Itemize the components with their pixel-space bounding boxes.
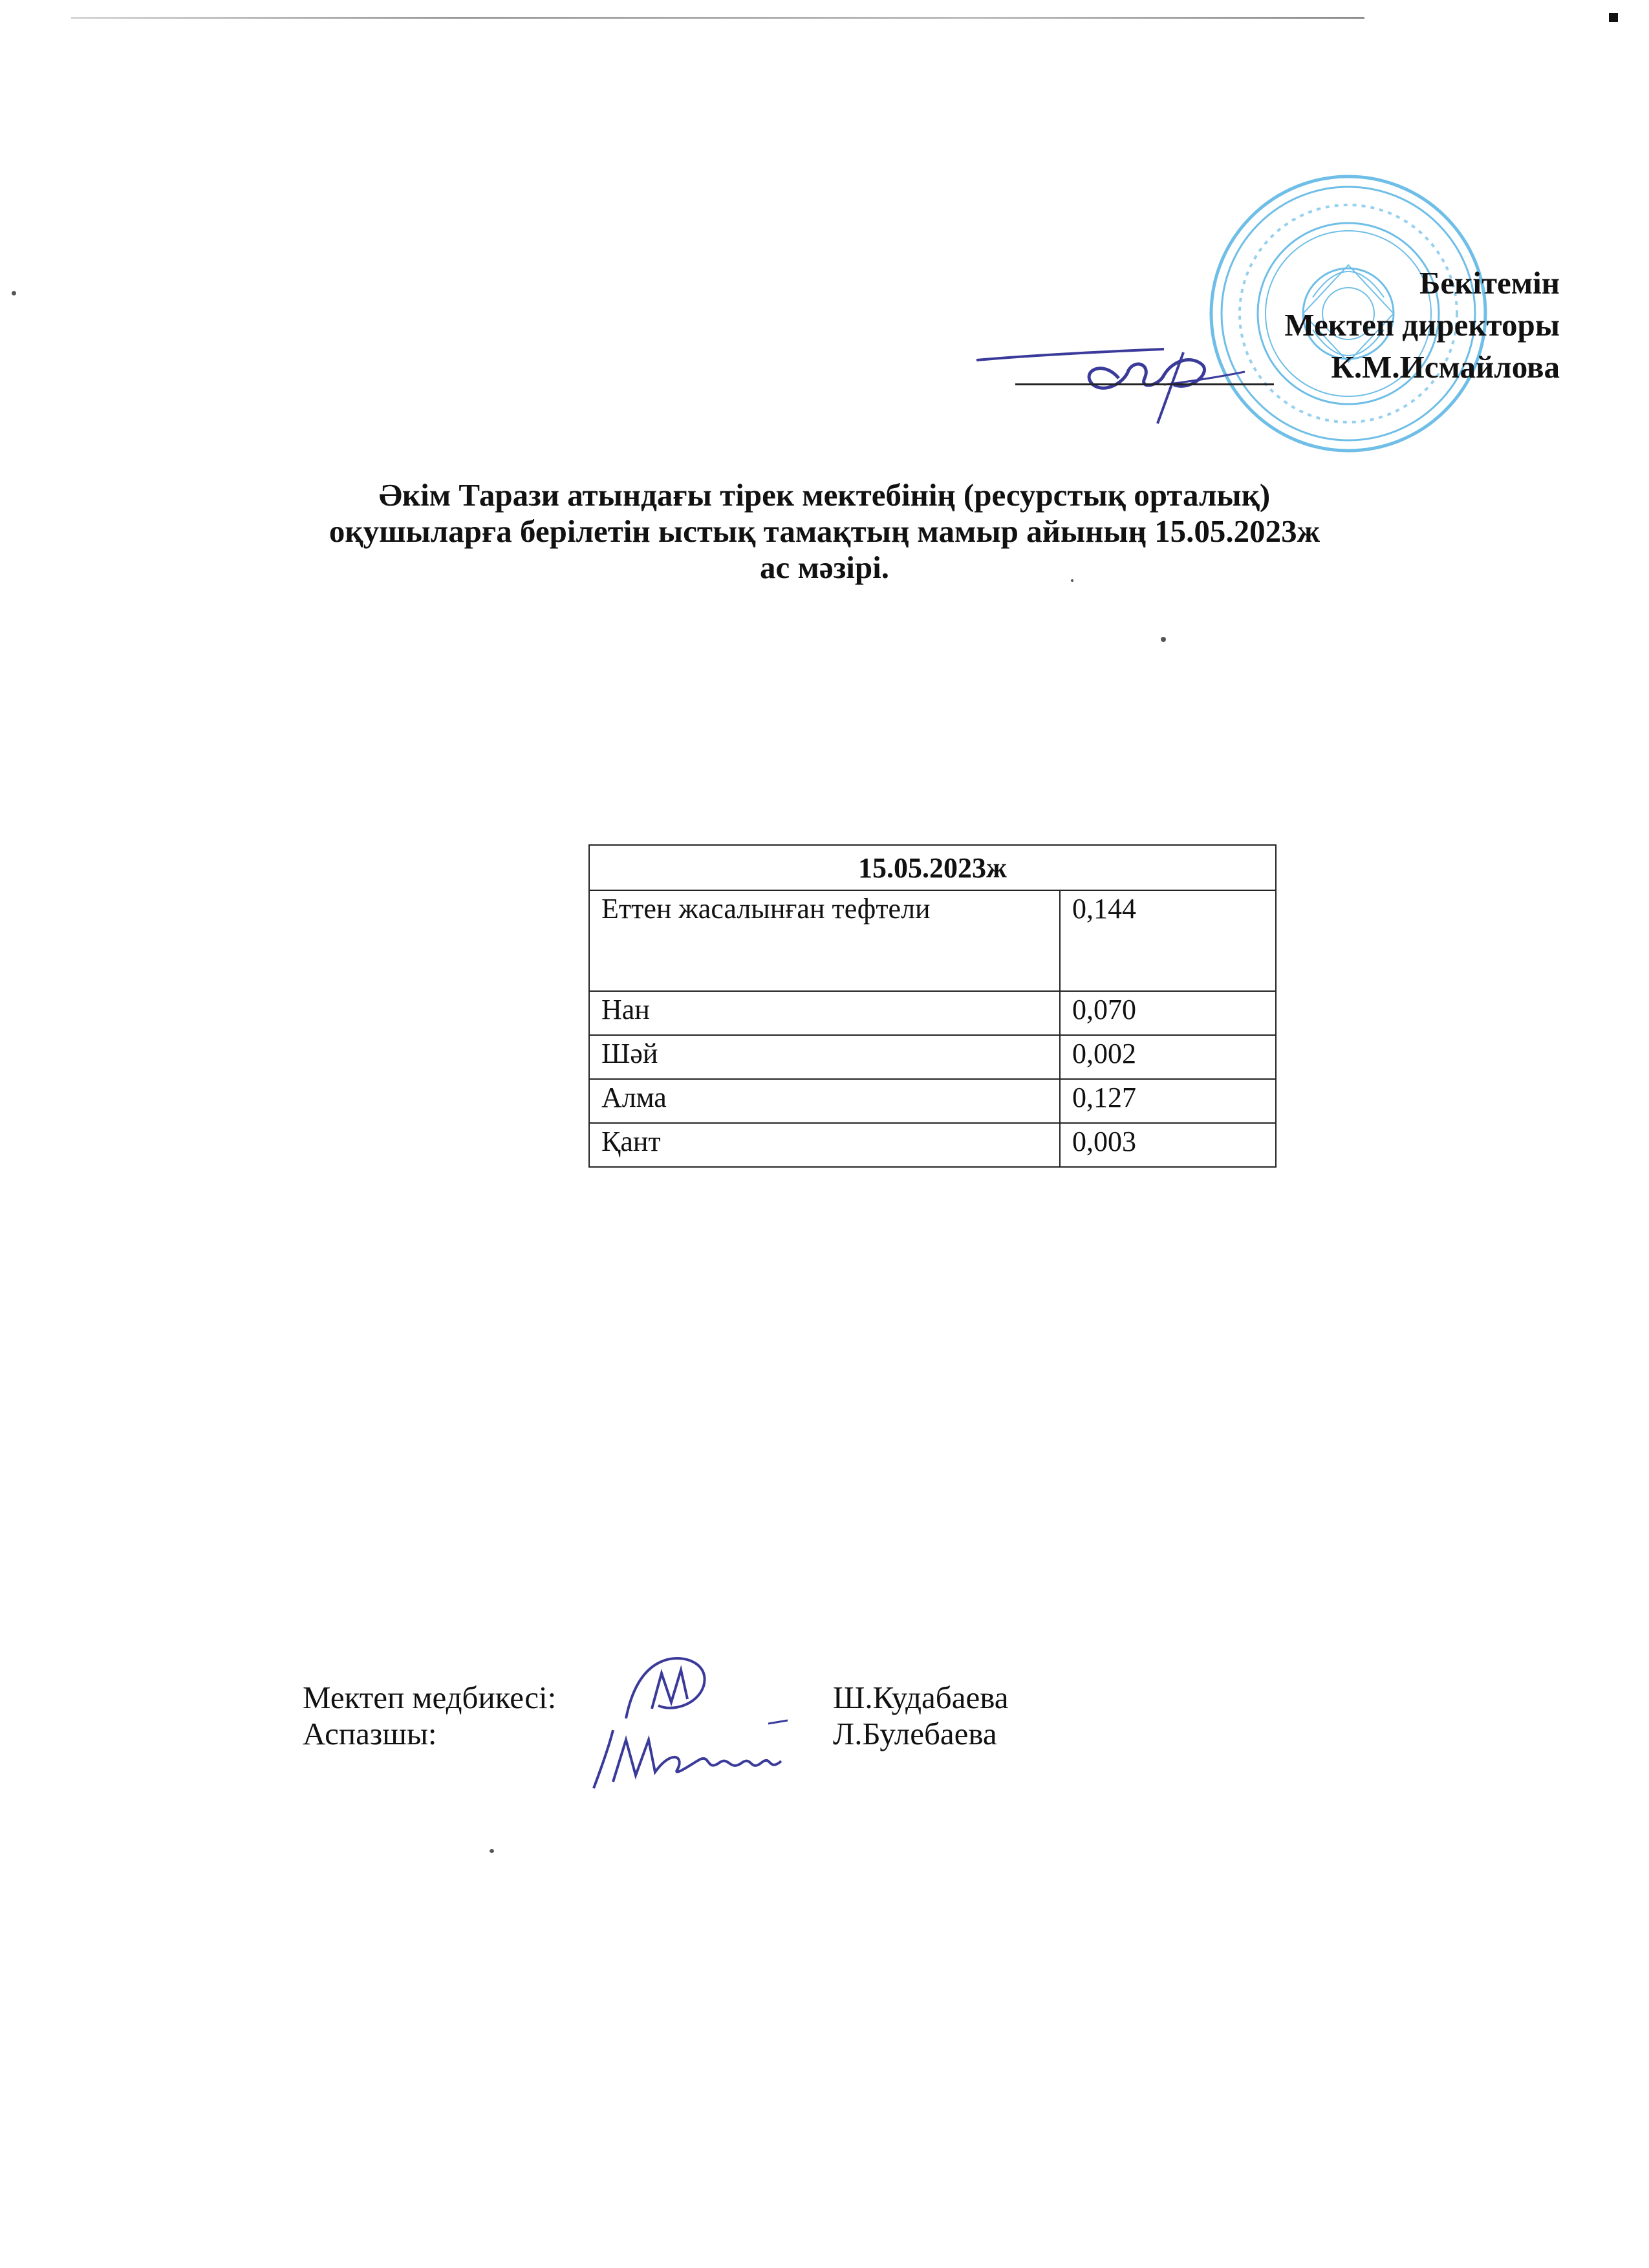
menu-item-name: Шәй [589, 1035, 1060, 1079]
table-row [589, 890, 1276, 991]
table-row [589, 1035, 1276, 1079]
cook-label: Аспазшы: [303, 1716, 437, 1751]
title-line-2: оқушыларға берілетін ыстық тамақтың мамыр айының 15.05.2023ж [329, 513, 1320, 549]
cook-name: Л.Булебаева [833, 1716, 997, 1751]
nurse-row [303, 1680, 1008, 1716]
menu-item-qty: 0,003 [1060, 1123, 1276, 1167]
title-line-3: ас мәзірі. [759, 550, 890, 585]
scan-top-edge-line [71, 17, 1364, 19]
nurse-label: Мектеп медбикесі: [303, 1680, 557, 1715]
nurse-name: Ш.Кудабаева [833, 1680, 1009, 1715]
menu-item-qty: 0,144 [1060, 890, 1276, 991]
scan-speck [1161, 637, 1166, 642]
table-row [589, 1079, 1276, 1123]
approval-heading: Бекітемін [1419, 265, 1560, 301]
menu-item-name: Алма [589, 1079, 1060, 1123]
menu-item-name: Нан [589, 991, 1060, 1035]
menu-item-qty: 0,070 [1060, 991, 1276, 1035]
scan-speck [490, 1849, 494, 1853]
menu-table-header-row [589, 845, 1276, 890]
approval-position: Мектеп директоры [1284, 307, 1560, 343]
menu-item-name: Еттен жасалынған тефтели [589, 890, 1060, 991]
scan-speck [12, 291, 16, 295]
scan-corner-mark [1609, 13, 1618, 22]
menu-item-qty: 0,002 [1060, 1035, 1276, 1079]
approval-director-name: К.М.Исмайлова [1331, 349, 1560, 385]
menu-item-name: Қант [589, 1123, 1060, 1167]
director-signature-line [1015, 383, 1274, 385]
menu-table [588, 844, 1277, 1168]
cook-row [303, 1716, 1008, 1752]
table-row [589, 991, 1276, 1035]
menu-date-header: 15.05.2023ж [589, 845, 1276, 890]
director-signature [970, 320, 1248, 430]
menu-item-qty: 0,127 [1060, 1079, 1276, 1123]
table-row [589, 1123, 1276, 1167]
document-title [194, 477, 1455, 586]
signatures-block [303, 1680, 1008, 1752]
title-line-1: Әкім Тарази атындағы тірек мектебінің (ресурстық орталық) [378, 477, 1271, 513]
approval-block [1284, 262, 1560, 388]
